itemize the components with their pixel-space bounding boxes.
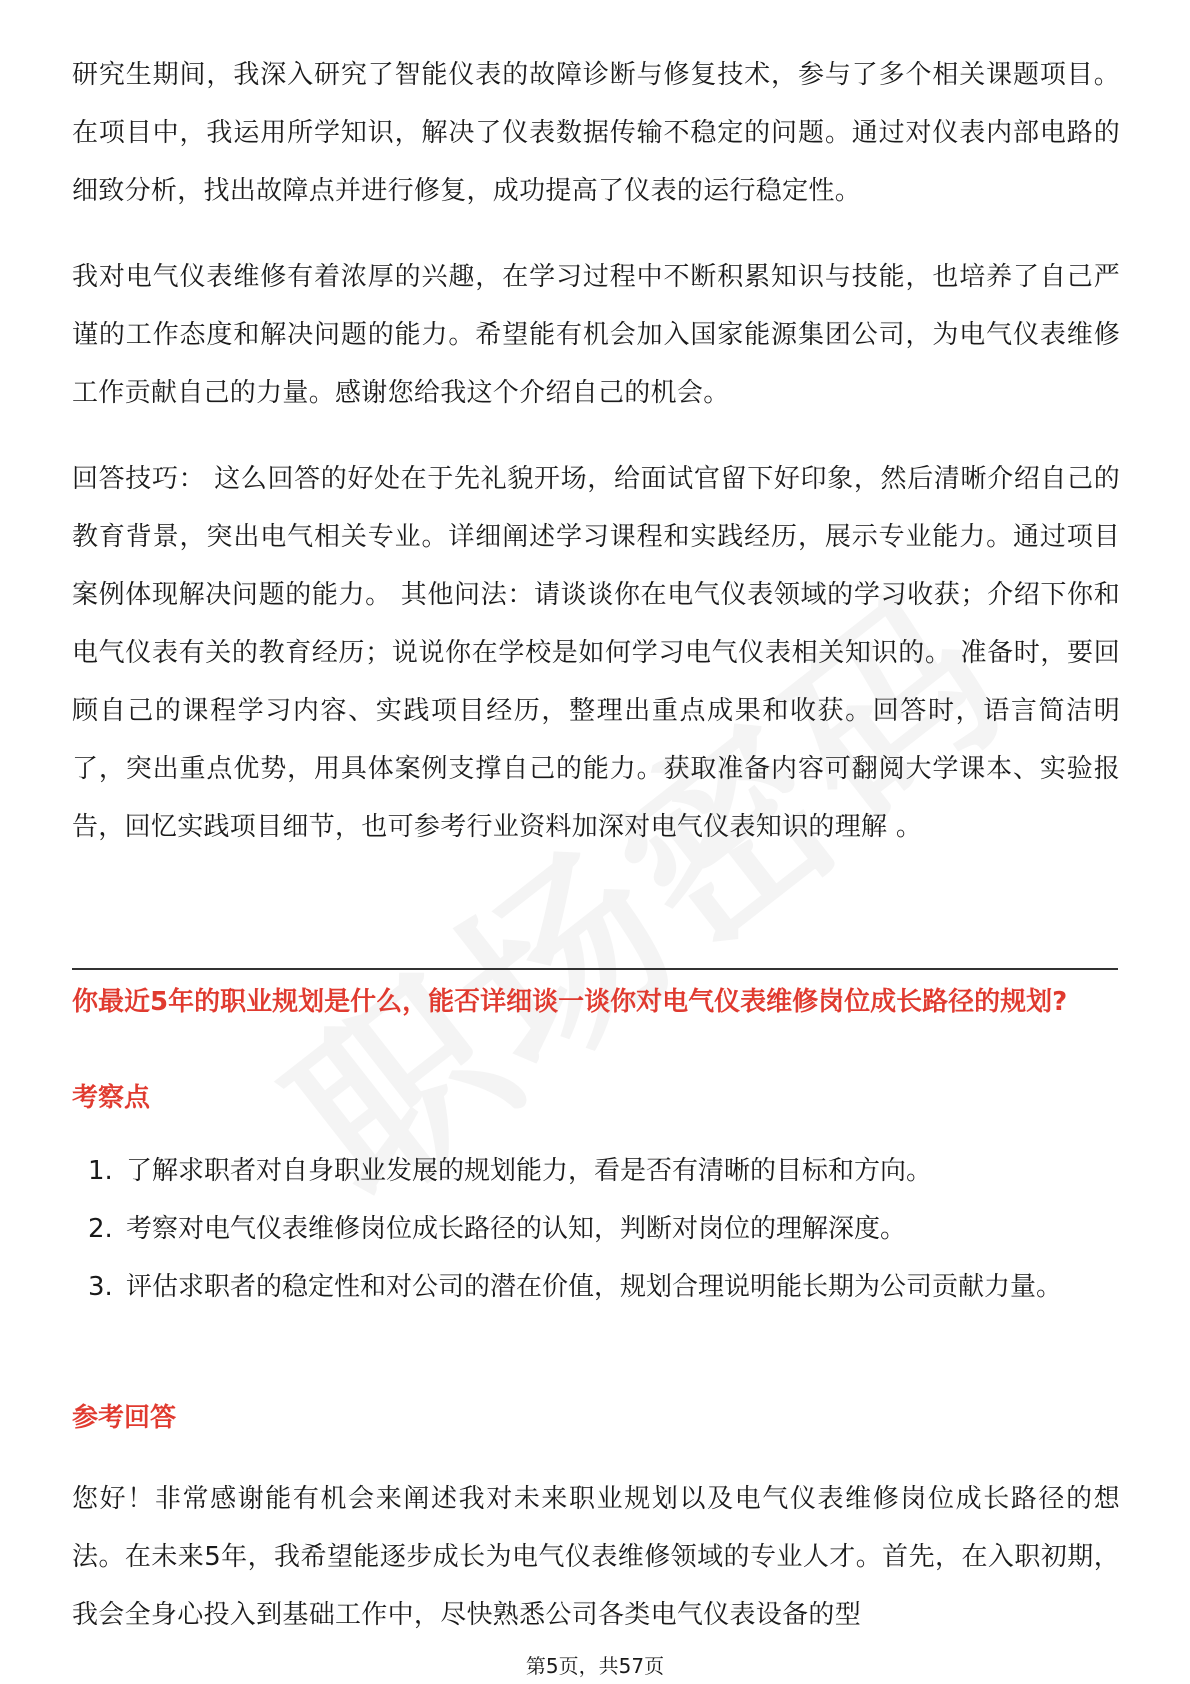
- list-item: [72, 1258, 1120, 1316]
- page-number-footer: 第5页，共57页: [525, 1654, 665, 1678]
- list-item: [72, 1200, 1120, 1258]
- list-item-text: 评估求职者的稳定性和对公司的潜在价值，规划合理说明能长期为公司贡献力量。: [126, 1272, 1063, 1302]
- list-item-number: 1.: [88, 1156, 113, 1186]
- list-item: [72, 1142, 1120, 1200]
- list-item-number: 3.: [88, 1272, 113, 1302]
- reference-answer-heading: 参考回答: [72, 1403, 177, 1433]
- reference-answer-block: [72, 1470, 1120, 1644]
- list-item-number: 2.: [88, 1214, 113, 1244]
- paragraph-reference-answer: 您好！非常感谢能有机会来阐述我对未来职业规划以及电气仪表维修岗位成长路径的想法。在未来5年，我希望能逐步成长为电气仪表维修领域的专业人才。首先，在入职初期，我会全身心投入到基础工作中，尽快熟悉公司各类电气仪表设备的型: [72, 1484, 1120, 1630]
- section-divider: [72, 968, 1118, 970]
- exam-points-list: [72, 1142, 1120, 1316]
- paragraph-interest: 我对电气仪表维修有着浓厚的兴趣，在学习过程中不断积累知识与技能，也培养了自己严谨的工作态度和解决问题的能力。希望能有机会加入国家能源集团公司，为电气仪表维修工作贡献自己的力量。感谢您给我这个介绍自己的机会。: [72, 262, 1120, 408]
- paragraph-research: 研究生期间，我深入研究了智能仪表的故障诊断与修复技术，参与了多个相关课题项目。在项目中，我运用所学知识，解决了仪表数据传输不稳定的问题。通过对仪表内部电路的细致分析，找出故障点并进行修复，成功提高了仪表的运行稳定性。: [72, 60, 1120, 206]
- list-item-text: 考察对电气仪表维修岗位成长路径的认知，判断对岗位的理解深度。: [126, 1214, 907, 1244]
- exam-points-heading: 考察点: [72, 1083, 151, 1113]
- paragraph-answer-tips: 回答技巧： 这么回答的好处在于先礼貌开场，给面试官留下好印象，然后清晰介绍自己的教育背景，突出电气相关专业。详细阐述学习课程和实践经历，展示专业能力。通过项目案例体现解决问题的能力。 其他问法：请谈谈你在电气仪表领域的学习收获；介绍下你和电气仪表有关的教育经历；说说你在学校是如何学习电气仪表相关知识的。 准备时，要回顾自己的课程学习内容、实践项目经历，整理出重点成果和收获。回答时，语言简洁明了，突出重点优势，用具体案例支撑自己的能力。获取准备内容可翻阅大学课本、实验报告，回忆实践项目细节，也可参考行业资料加深对电气仪表知识的理解 。: [72, 464, 1120, 842]
- body-text-block: [72, 46, 1120, 856]
- question-heading: 你最近5年的职业规划是什么，能否详细谈一谈你对电气仪表维修岗位成长路径的规划?: [72, 987, 1068, 1017]
- list-item-text: 了解求职者对自身职业发展的规划能力，看是否有清晰的目标和方向。: [126, 1156, 933, 1186]
